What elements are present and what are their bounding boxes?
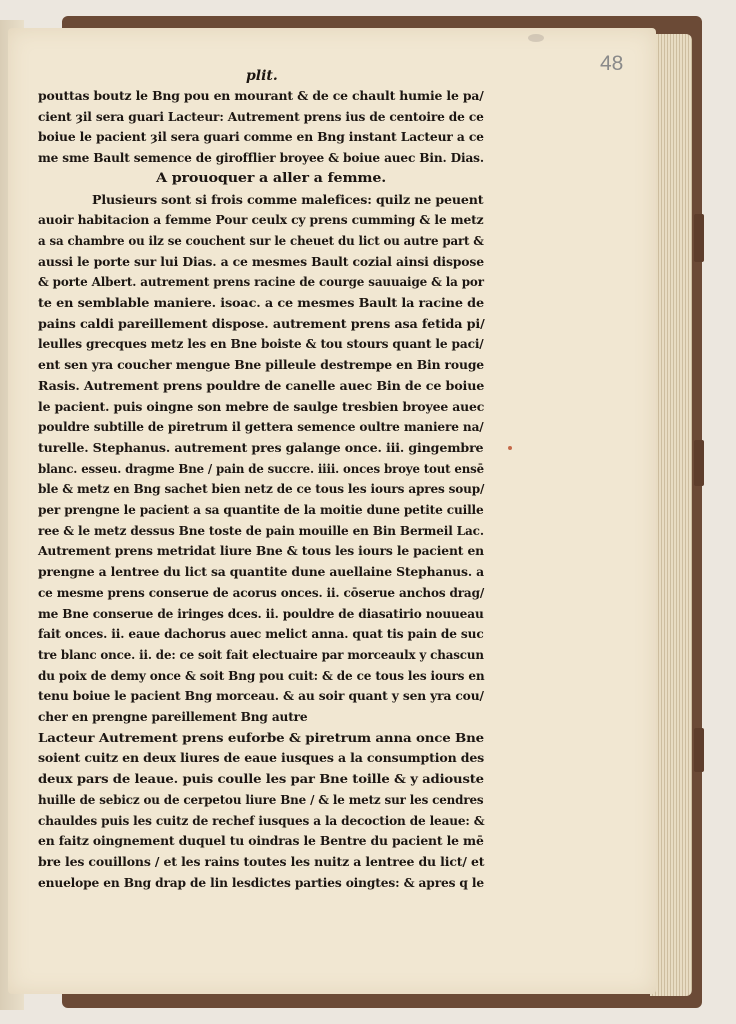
text-line: me sme Bault semence de girofflier broyee & boiue auec Bin. Dias.	[38, 150, 484, 166]
text-line: deux pars de leaue. puis coulle les par Bne toille & y adiouste	[38, 771, 484, 787]
text-line: blanc. esseu. dragme Bne / pain de succre. iiii. onces broye tout ensē	[38, 460, 484, 476]
signature-mark: plit.	[246, 68, 278, 84]
text-line: enuelope en Bng drap de lin lesdictes parties oingtes: & apres q le	[38, 874, 485, 890]
text-line: a sa chambre ou ilz se couchent sur le cheuet du lict ou autre part &	[38, 232, 484, 248]
text-line: me Bne conserue de iringes dces. ii. pouldre de diasatirio nouueau	[38, 605, 484, 621]
text-line: ent sen yra coucher mengue Bne pilleule destrempe en Bin rouge	[38, 357, 485, 373]
text-line: pouldre subtille de piretrum il gettera semence oultre maniere na/	[38, 419, 484, 435]
text-line: ree & le metz dessus Bne toste de pain mouille en Bin Bermeil Lac.	[38, 522, 484, 538]
stain	[528, 34, 544, 42]
bookmark-tab	[694, 728, 704, 772]
text-line: du poix de demy once & soit Bng pou cuit: & de ce tous les iours en	[38, 667, 485, 683]
bookmark-tab	[694, 440, 704, 486]
text-line: Lacteur Autrement prens euforbe & piretrum anna once Bne	[38, 729, 485, 745]
page-edges	[650, 34, 692, 996]
text-line: leulles grecques metz les en Bne boiste & tou stours quant le paci/	[38, 336, 484, 352]
text-line: bre les couillons / et les rains toutes les nuitz a lentree du lict/ et	[38, 853, 485, 869]
text-line: Autrement prens metridat liure Bne & tous les iours le pacient en	[38, 543, 484, 559]
text-line: tenu boiue le pacient Bng morceau. & au soir quant y sen yra cou/	[38, 688, 484, 704]
text-line: ce mesme prens conserue de acorus onces. ii. cōserue anchos drag/	[38, 584, 485, 600]
ink-spot	[508, 446, 512, 450]
text-line: le pacient. puis oingne son mebre de saulge tresbien broyee auec	[38, 398, 485, 414]
folio-number: 48	[600, 52, 624, 75]
text-line: prengne a lentree du lict sa quantite dune auellaine Stephanus. a	[38, 564, 485, 580]
text-line: cher en prengne pareillement Bng autre	[38, 709, 308, 724]
text-line: tre blanc once. ii. de: ce soit fait electuaire par morceaulx y chascun	[38, 646, 484, 662]
text-line: boiue le pacient ȝil sera guari comme en Bng instant Lacteur a ce	[38, 129, 484, 145]
text-line: te en semblable maniere. isoac. a ce mesmes Bault la racine de	[38, 295, 484, 310]
text-line: aussi le porte sur lui Dias. a ce mesmes Bault cozial ainsi dispose	[38, 253, 484, 269]
text-line: per prengne le pacient a sa quantite de la moitie dune petite cuille	[38, 502, 484, 517]
text-line: auoir habitacion a femme Pour ceulx cy prens cumming & le metz	[38, 212, 484, 228]
text-line: fait onces. ii. eaue dachorus auec melict anna. quat tis pain de suc	[38, 626, 484, 642]
text-line: turelle. Stephanus. autrement pres galange once. iii. gingembre	[38, 439, 484, 455]
text-line: Rasis. Autrement prens pouldre de canelle auec Bin de ce boiue	[38, 377, 485, 393]
text-line: pouttas boutz le Bng pou en mourant & de ce chault humie le pa/	[38, 88, 484, 103]
text-line: pains caldi pareillement dispose. autrement prens asa fetida pi/	[38, 315, 485, 331]
text-line: ble & metz en Bng sachet bien netz de ce tous les iours apres soup/	[38, 481, 485, 497]
text-line: Plusieurs sont si frois comme malefices: quilz ne peuent	[92, 191, 484, 207]
text-line: cient ȝil sera guari Lacteur: Autrement prens ius de centoire de ce	[38, 108, 484, 124]
section-heading: A prouoquer a aller a femme.	[156, 170, 387, 186]
text-line: chauldes puis les cuitz de rechef iusques a la decoction de leaue: &	[38, 812, 485, 828]
text-line: soient cuitz en deux liures de eaue iusques a la consumption des	[38, 750, 485, 766]
text-line: & porte Albert. autrement prens racine de courge sauuaige & la por	[38, 274, 484, 290]
text-line: huille de sebicz ou de cerpetou liure Bne / & le metz sur les cendres	[38, 791, 484, 807]
bookmark-tab	[694, 214, 704, 262]
text-line: en faitz oingnement duquel tu oindras le Bentre du pacient le mē	[38, 833, 484, 849]
